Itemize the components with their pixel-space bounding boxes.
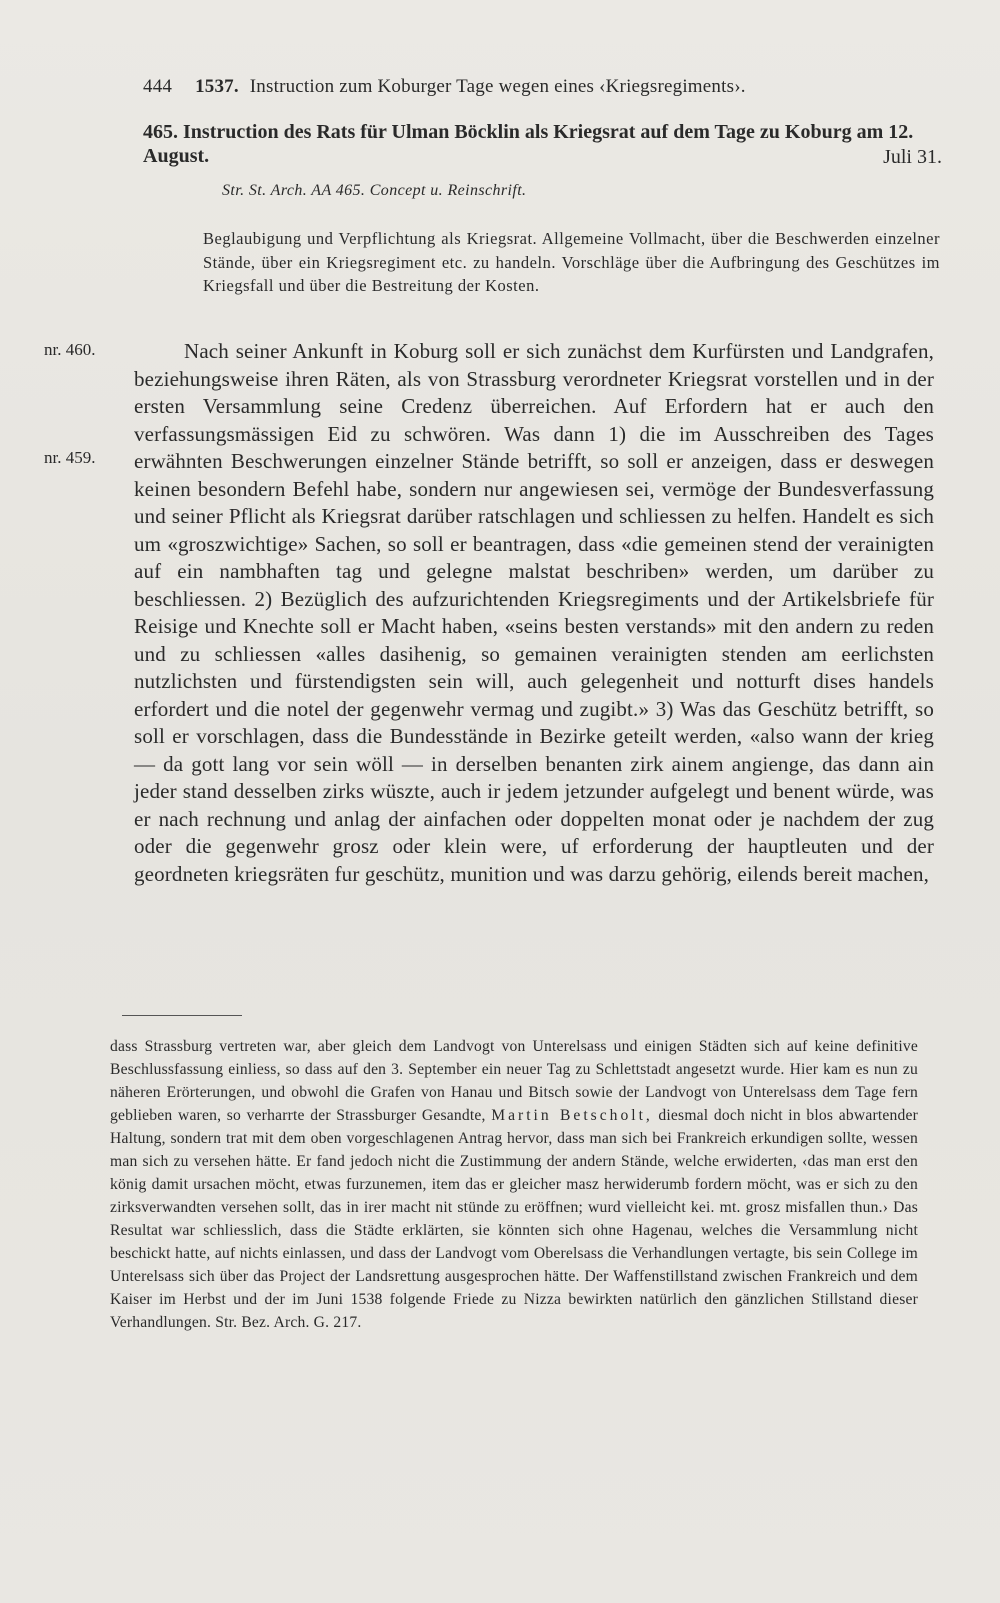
page-number: 444	[143, 76, 173, 97]
footnote-spaced-name: Martin Betscholt,	[491, 1107, 653, 1124]
document-summary: Beglaubigung und Verpflichtung als Kriegsrat. Allgemeine Vollmacht, über die Beschwerden einzelner Stände, über ein Kriegsregiment etc. zu handeln. Vorschläge über die Aufbringung des Geschützes im Kriegsfall und über die Bestreitung der Kosten.	[203, 229, 940, 295]
margin-note-460: nr. 460.	[44, 340, 96, 359]
footnote-text-part2: diesmal doch nicht in blos abwartender Haltung, sondern trat mit dem oben vorgeschlagenen Antrag hervor, dass man sich bei Frankreich erkundigen sollte, wessen man sich zu versehen hätte. Er fand jedoch nicht die Zustimmung der andern Stände, welche erwiderten, ‹das man erst den könig damit ursachen möcht, etwas furzunemen, item das er gleicher masz herwiderumb fordern möcht, was er sich zu den zirksverwandten versehen sollt, das in irer macht nit stünde zu eröffnen; wurd vielleicht kei. mt. grosz misfallen thun.› Das Resultat war schliesslich, dass die Städte erklärten, sie könnten sich ohne Hagenau, welches die Versammlung nicht beschickt hatte, auf nichts einlassen, und dass der Landvogt vom Oberelsass die Verhandlungen vertagte, bis sein College im Unterelsass sich über das Project der Landsrettung ausgesprochen hätte. Der Waffenstillstand zwischen Frankreich und dem Kaiser im Herbst und der im Juni 1538 folgende Friede zu Nizza bewirkten natürlich den gänzlichen Stillstand dieser Verhandlungen. Str. Bez. Arch. G. 217.	[110, 1107, 918, 1331]
footnote-text-part1: dass Strassburg vertreten war, aber gleich dem Landvogt von Unterelsass und einigen Städten sich auf keine definitive Beschlussfassung einliess, so dass auf den 3. September ein neuer Tag zu Schlettstadt angesetzt wurde. Hier kam es nun zu näheren Erörterungen, und obwohl die Grafen von Hanau und Bitsch sowie der Landvogt von Unterelsass dem Tage fern geblieben waren, so verharrte der Strassburger Gesandte,	[110, 1038, 918, 1124]
main-paragraph: Nach seiner Ankunft in Koburg soll er sich zunächst dem Kurfürsten und Landgrafen, beziehungsweise ihren Räten, als von Strassburg verordneter Kriegsrat vorstellen und in der ersten Versammlung seine Credenz überreichen. Auf Erfordern hat er auch den verfassungsmässigen Eid zu schwören. Was dann 1) die im Ausschreiben des Tages erwähnten Beschwerungen einzelner Stände betrifft, so soll er anzeigen, dass er deswegen keinen besondern Befehl habe, sondern nur angewiesen sei, vermöge der Bundesverfassung und seiner Pflicht als Kriegsrat darüber ratschlagen und schliessen zu helfen. Handelt es sich um «groszwichtige» Sachen, so soll er beantragen, dass «die gemeinen stend der verainigten auf ein nambhaften tag und gelegne malstat beschriben» werden, um darüber zu beschliessen. 2) Bezüglich des aufzurichtenden Kriegsregiments und der Artikelsbriefe für Reisige und Knechte soll er Macht haben, «seins besten verstands» mit den andern zu reden und zu schliessen «alles dasihenig, so gemainen verainigten stenden am eerlichsten nutzlichsten und fürstendigsten sein will, auch gelegenheit und notturft dises handels erfordert und die notel der gegenwehr vermag und zugibt.» 3) Was das Geschütz betrifft, so soll er vorschlagen, dass die Bundesstände in Bezirke geteilt werden, «also wann der krieg — da gott lang vor sein wöll — in derselben benanten zirk ainem angienge, das dann ain jeder stand desselben zirks wüszte, auch ir jedem jetzunder aufgelegt und benent würde, was er nach rechnung und anlag der ainfachen oder doppelten monat oder je nachdem der zug oder die gegenwehr grosz oder klein were, uf erforderung der hauptleuten und der geordneten kriegsräten fur geschütz, munition und was darzu gehörig, eilends bereit machen,	[134, 339, 934, 886]
running-header	[143, 76, 903, 98]
archive-source: Str. St. Arch. AA 465. Concept u. Reinschrift.	[222, 182, 527, 199]
running-title: Instruction zum Koburger Tage wegen eines ‹Kriegsregiments›.	[249, 76, 746, 97]
header-year: 1537.	[195, 76, 239, 97]
document-date: Juli 31.	[883, 146, 942, 168]
document-title: 465. Instruction des Rats für Ulman Böcklin als Kriegsrat auf dem Tage zu Koburg am 12. August.	[143, 121, 914, 167]
margin-note-459: nr. 459.	[44, 448, 96, 467]
main-text	[134, 338, 934, 888]
footnote	[110, 1035, 918, 1334]
footnote-separator	[122, 1015, 242, 1016]
